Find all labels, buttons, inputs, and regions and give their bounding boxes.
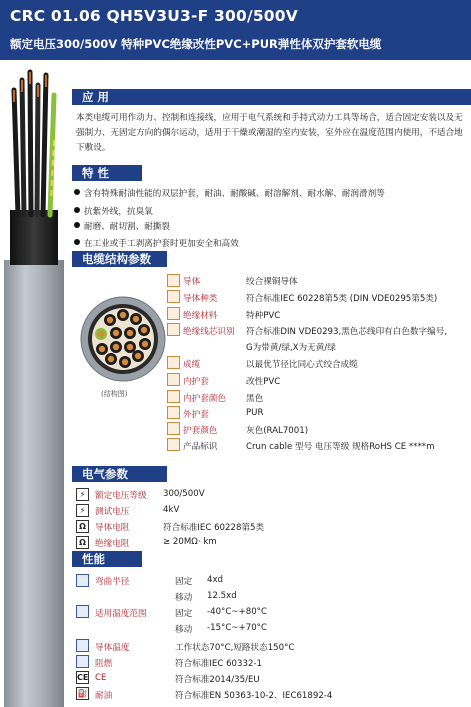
feature-item: 抗紫外线，抗臭氧 [74,205,153,217]
structure-value: 特种PVC [246,311,281,321]
feature-item: 耐磨、耐切割、耐撕裂 [74,220,170,232]
performance-label: 耐油 [95,691,113,701]
product-marking-icon [167,438,180,451]
page-subtitle: 额定电压300/500V 特种PVC绝缘改性PVC+PUR弹性体双护套软电缆 [10,37,382,51]
structure-label: 绝缘材料 [183,311,218,321]
electrical-label: 测试电压 [95,507,130,517]
bullet-icon [74,189,80,195]
section-structure: 电缆结构参数 [72,251,167,267]
performance-value: 符合标准IEC 60332-1 [175,659,262,669]
section-features: 特 性 [72,165,142,181]
bullet-icon [74,239,80,245]
section-application: 应 用 [72,89,471,105]
cabling-icon [167,356,180,369]
cable-illustration [0,60,68,707]
electrical-label: 导体电阻 [95,523,130,533]
structure-label: 护套颜色 [183,426,218,436]
insulation-resistance-icon: Ω [76,536,89,549]
performance-value: -15°C~+70°C [207,623,267,633]
feature-item: 含有特殊耐油性能的双层护套，耐油、耐酸碱、耐溶解剂、耐水解、耐润滑剂等 [74,187,385,199]
structure-label: 内护套颜色 [183,394,226,404]
structure-label: 成缆 [183,360,201,370]
application-text: 本类电缆可用作动力、控制和连接线，应用于电气系统和手持式动力工具等场合，适合固定安装以及无强制力、无固定方向的偶尔运动，适用于干燥或潮湿的室内安装，室外应在温度范围内使用，不适合地下敷设。 [76,113,463,153]
structure-label: 绝缘线芯识别 [183,327,235,337]
temperature-range-icon [76,605,89,618]
sheath-color-icon [167,422,180,435]
cross-section-caption: (结构图) [101,390,128,398]
performance-label: 弯曲半径 [95,577,130,587]
electrical-value: 4kV [163,505,180,515]
feature-item: 在工业或手工剥离护套时更加安全和高效 [74,237,239,249]
electrical-value: 符合标准IEC 60228第5类 [163,523,265,533]
insulation-material-icon [167,307,180,320]
section-electrical: 电气参数 [72,466,167,482]
structure-label: 导体 [183,277,201,287]
structure-value: Crun cable 型号 电压等级 规格RoHS CE ****m [246,442,435,452]
performance-label: 阻燃 [95,659,113,669]
performance-value: 4xd [207,575,224,585]
structure-value: 以最优节径比同心式绞合成缆 [246,360,358,370]
electrical-label: 额定电压等级 [95,491,147,501]
structure-value: 改性PVC [246,377,281,387]
performance-value: 12.5xd [207,591,237,601]
core-identification-icon [167,323,180,336]
test-voltage-icon: ⚡ [76,504,89,517]
inner-sheath-icon [167,373,180,386]
performance-sub-label: 固定 [175,577,193,587]
conductor-icon [167,274,180,287]
performance-label: 导体温度 [95,643,130,653]
structure-value: 黑色 [246,394,264,404]
bullet-icon [74,207,80,213]
electrical-label: 绝缘电阻 [95,539,130,549]
structure-label: 产品标识 [183,442,218,452]
outer-sheath-icon [167,406,180,419]
structure-label: 导体种类 [183,294,218,304]
oil-resistance-icon: ⛽ [77,689,88,698]
bend-radius-icon [76,574,89,587]
cable-cross-section [80,296,166,382]
structure-value: PUR [246,408,264,418]
performance-label: 适用温度范围 [95,609,147,619]
flame-retardant-icon [76,655,89,668]
structure-value: 绞合裸铜导体 [246,277,298,287]
page-title: CRC 01.06 QH5V3U3-F 300/500V [10,7,298,25]
performance-sub-label: 移动 [175,593,193,603]
conductor-resistance-icon: Ω [76,520,89,533]
electrical-value: 300/500V [163,489,205,499]
performance-value: -40°C~+80°C [207,607,267,617]
conductor-temperature-icon [76,639,89,652]
ce-icon: CE [77,673,89,682]
performance-sub-label: 固定 [175,609,193,619]
header-banner [0,0,471,60]
rated-voltage-icon: ⚡ [76,488,89,501]
structure-value: 灰色(RAL7001) [246,426,309,436]
structure-value: 符合标准IEC 60228第5类 (DIN VDE0295第5类) [246,294,438,304]
bullet-icon [74,222,80,228]
performance-sub-label: 移动 [175,625,193,635]
performance-label: CE [95,673,107,683]
performance-value: 工作状态70°C,短路状态150°C [175,643,295,653]
structure-label: 内护套 [183,377,209,387]
structure-value-cont: G为带黄/绿,X为无黄/绿 [246,343,336,353]
conductor-class-icon [167,290,180,303]
electrical-value: ≥ 20MΩ· km [163,537,217,547]
structure-value: 符合标准DIN VDE0293,黑色芯线印有白色数字编号, [246,327,448,337]
section-performance: 性能 [72,551,142,567]
performance-value: 符合标准2014/35/EU [175,675,260,685]
structure-label: 外护套 [183,410,209,420]
inner-sheath-color-icon [167,390,180,403]
performance-value: 符合标准EN 50363-10-2、IEC61892-4 [175,691,333,701]
